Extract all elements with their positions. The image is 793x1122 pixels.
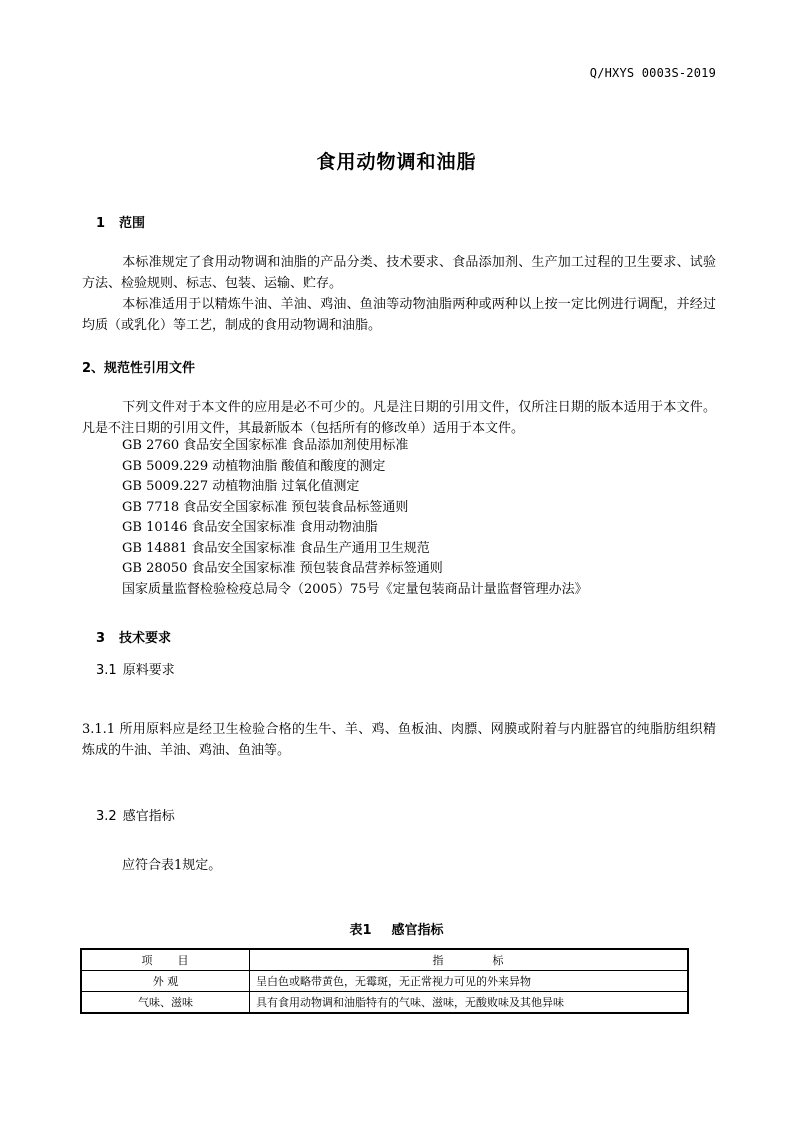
section-number: 2、 [82, 361, 105, 376]
section-title: 规范性引用文件 [104, 361, 196, 376]
sensory-table [80, 948, 689, 1014]
clause-text: 所用原料应是经卫生检验合格的生牛、羊、鸡、鱼板油、肉膘、网膜或附着与内脏器官的纯脂肪组织精炼成的牛油、羊油、鸡油、鱼油等。 [82, 722, 716, 758]
subsection-number: 3.1 [96, 663, 117, 678]
subsection-title: 感官指标 [122, 809, 175, 824]
subsection-heading-raw-material [96, 659, 175, 678]
paragraph-text: 下列文件对于本文件的应用是必不可少的。凡是注日期的引用文件，仅所注日期的版本适用于本文件。凡是不注日期的引用文件，其最新版本（包括所有的修改单）适用于本文件。 [82, 400, 716, 436]
section-heading-scope [96, 212, 145, 231]
table-cell-indicator: 呈白色或略带黄色，无霉斑，无正常视力可见的外来异物 [250, 971, 689, 992]
table-title: 感官指标 [391, 923, 444, 938]
section-title: 技术要求 [119, 631, 172, 646]
table-row [81, 971, 688, 992]
table-header-indicator: 指 标 [250, 949, 689, 971]
reference-item: GB 14881 食品安全国家标准 食品生产通用卫生规范 [122, 540, 430, 556]
paragraph-scope-2 [82, 294, 716, 336]
paragraph-text: 本标准规定了食用动物调和油脂的产品分类、技术要求、食品添加剂、生产加工过程的卫生要求、试验方法、检验规则、标志、包装、运输、贮存。 [82, 255, 716, 291]
reference-item: GB 5009.229 动植物油脂 酸值和酸度的测定 [122, 458, 386, 474]
reference-item: 国家质量监督检验检疫总局令（2005）75号《定量包装商品计量监督管理办法》 [122, 581, 588, 597]
table-number: 表1 [349, 923, 372, 938]
subsection-title: 原料要求 [122, 663, 175, 678]
table-cell-item: 外 观 [81, 971, 250, 992]
section-heading-technical [96, 627, 171, 646]
reference-item: GB 10146 食品安全国家标准 食用动物油脂 [122, 520, 378, 535]
subsection-number: 3.2 [96, 809, 117, 824]
clause-number: 3.1.1 [82, 722, 116, 737]
table-header-row [81, 949, 688, 971]
reference-list [122, 436, 588, 600]
table-cell-item: 气味、滋味 [81, 992, 250, 1014]
reference-item: GB 2760 食品安全国家标准 食品添加剂使用标准 [122, 438, 409, 453]
sensory-note: 应符合表1规定。 [122, 858, 222, 873]
section-number: 3 [96, 631, 106, 646]
paragraph-references-intro [82, 397, 716, 439]
reference-item: GB 28050 食品安全国家标准 预包装食品营养标签通则 [122, 561, 443, 576]
table-header-item: 项 目 [81, 949, 250, 971]
paragraph-text: 本标准适用于以精炼牛油、羊油、鸡油、鱼油等动物油脂两种或两种以上按一定比例进行调配，并经过均质（或乳化）等工艺，制成的食用动物调和油脂。 [82, 297, 716, 333]
clause-3-1-1 [82, 719, 716, 761]
section-heading-references [82, 357, 195, 376]
section-title: 范围 [119, 216, 146, 231]
reference-item: GB 7718 食品安全国家标准 预包装食品标签通则 [122, 499, 409, 515]
section-number: 1 [96, 216, 106, 231]
paragraph-scope-1 [82, 252, 716, 294]
subsection-heading-sensory [96, 805, 175, 824]
table-caption [0, 919, 793, 938]
table-row [81, 992, 688, 1014]
table-cell-indicator: 具有食用动物调和油脂特有的气味、滋味，无酸败味及其他异味 [250, 992, 689, 1014]
document-number: Q/HXYS 0003S-2019 [589, 66, 716, 80]
page-title: 食用动物调和油脂 [316, 151, 477, 173]
reference-item: GB 5009.227 动植物油脂 过氧化值测定 [122, 479, 360, 494]
